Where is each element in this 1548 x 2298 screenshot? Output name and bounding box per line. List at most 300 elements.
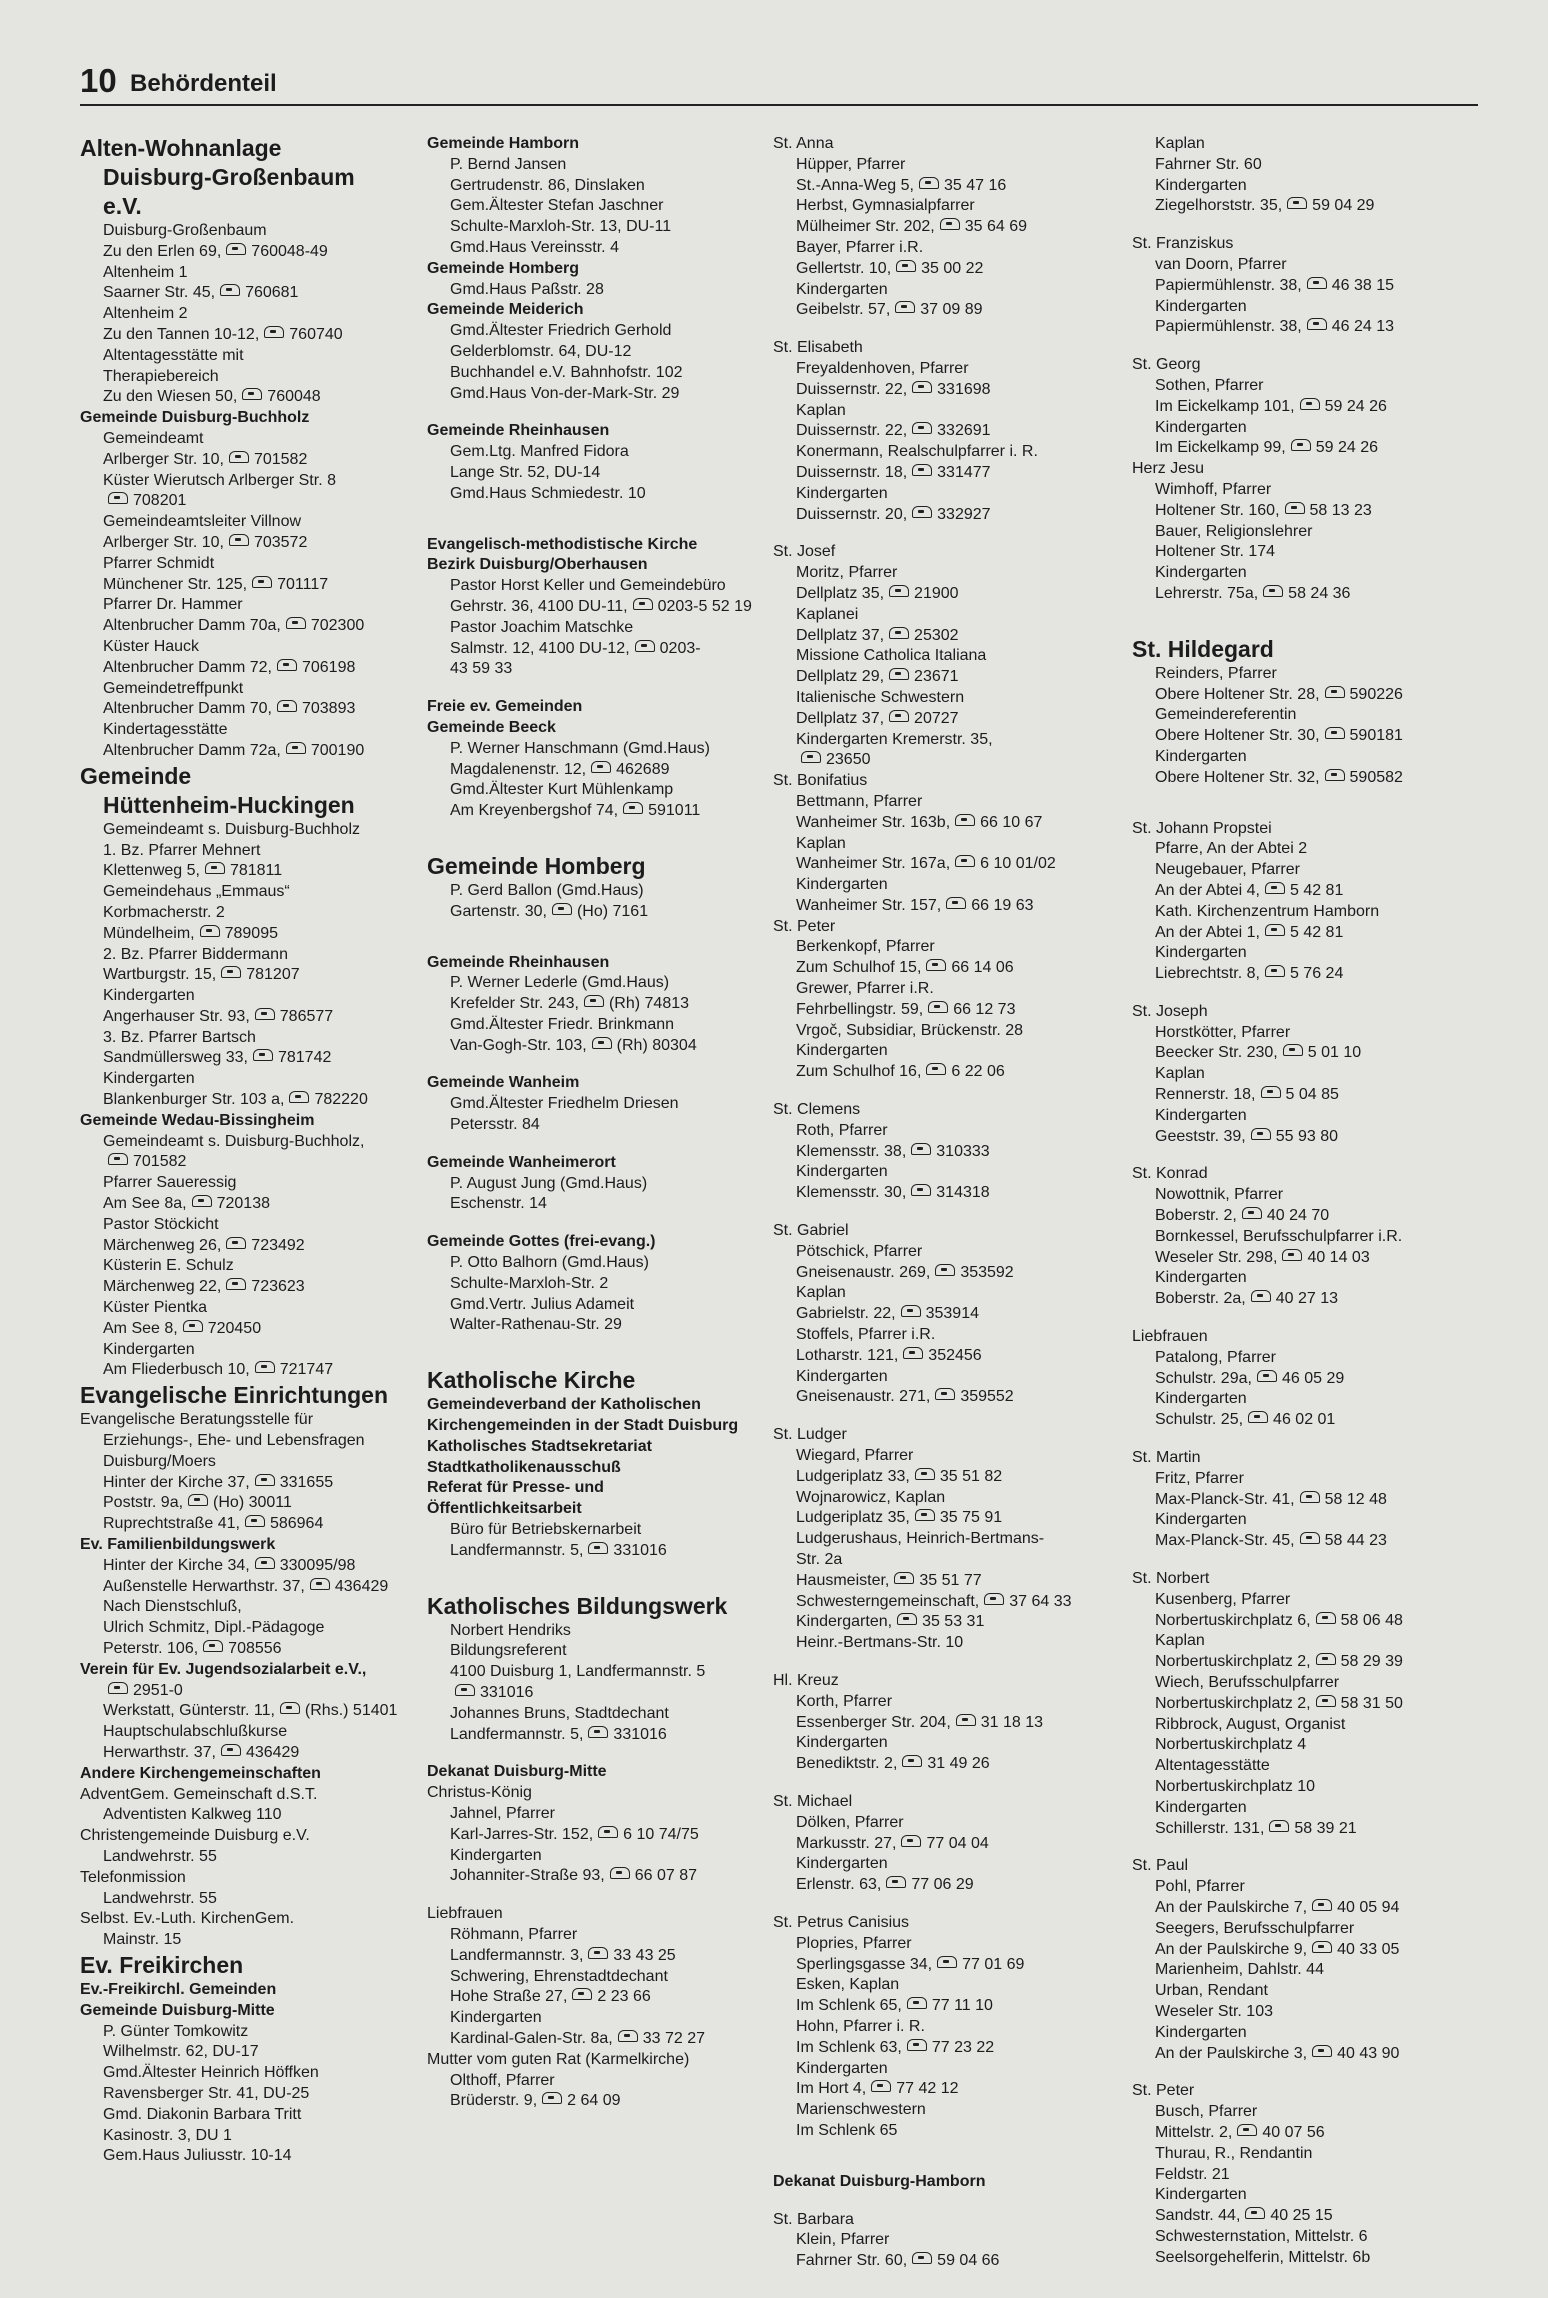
entry-text: Krefelder Str. 243, <box>450 995 579 1013</box>
entry-text: Obere Holtener Str. 32, <box>1155 768 1320 786</box>
phone-number: 359552 <box>960 1388 1014 1406</box>
entry-line <box>773 1467 1118 1488</box>
telephone-icon <box>229 534 249 546</box>
entry-line <box>80 491 420 512</box>
entry-text: St. Martin <box>1132 1449 1201 1467</box>
phone-number: 331016 <box>613 1725 667 1743</box>
subsection-heading <box>427 697 769 718</box>
entry-text: Gemeinde Duisburg-Buchholz <box>80 409 310 427</box>
entry-line <box>427 902 769 923</box>
phone-number: 590582 <box>1349 768 1403 786</box>
entry-text: St. Johann Propstei <box>1132 819 1272 837</box>
entry-line <box>427 1987 769 2008</box>
entry-line <box>80 1452 420 1473</box>
entry-line <box>1132 768 1472 789</box>
entry-line <box>773 1021 1118 1042</box>
entry-text: Fehrbellingstr. 59, <box>796 1000 924 1018</box>
entry-text: Lehrerstr. 75a, <box>1155 584 1259 602</box>
entry-text: Norbertuskirchplatz 6, <box>1155 1611 1311 1629</box>
entry-line <box>773 1346 1118 1367</box>
telephone-icon <box>242 388 262 400</box>
entry-text: Gabrielstr. 22, <box>796 1305 896 1323</box>
telephone-icon <box>255 1008 275 1020</box>
entry-line <box>1132 1490 1472 1511</box>
entry-line <box>80 2105 420 2126</box>
phone-number: 31 18 13 <box>980 1713 1044 1731</box>
entry-line <box>773 1592 1118 1613</box>
entry-text: Heinr.-Bertmans-Str. 10 <box>796 1634 964 1652</box>
phone-number: 331016 <box>480 1684 534 1702</box>
phone-number: 330095/98 <box>279 1556 356 1574</box>
phone-number: 35 00 22 <box>921 259 984 277</box>
telephone-icon <box>591 761 611 773</box>
entry-line <box>773 2230 1118 2251</box>
entry-line <box>1132 397 1472 418</box>
entry-text: Pötschick, Pfarrer <box>796 1242 923 1260</box>
entry-text: Plopries, Pfarrer <box>796 1934 912 1952</box>
entry-line <box>1132 2023 1472 2044</box>
entry-text: Im Schlenk 63, <box>796 2038 902 2056</box>
phone-number: 31 49 26 <box>927 1755 990 1773</box>
entry-text: Gemeinde Duisburg-Mitte <box>80 2001 275 2019</box>
entry-text: Mittelstr. 2, <box>1155 2123 1233 2141</box>
entry-text: Fritz, Pfarrer <box>1155 1469 1244 1487</box>
phone-number: 314318 <box>936 1184 990 1202</box>
entry-line <box>427 484 769 505</box>
entry-text: Altenbrucher Damm 72, <box>103 658 272 676</box>
entry-text: Evangelisch-methodistische Kirche <box>427 535 698 553</box>
phone-number: 332691 <box>937 422 991 440</box>
entry-text: Altenbrucher Damm 70a, <box>103 617 281 635</box>
entry-text: Kindergarten <box>1155 176 1247 194</box>
subsection-heading <box>80 2001 420 2022</box>
entry-text: Pastor Stöckicht <box>103 1215 219 1233</box>
telephone-icon <box>226 1278 246 1290</box>
telephone-icon <box>588 1947 608 1959</box>
subsection-heading <box>427 1437 769 1458</box>
entry-text: Weseler Str. 103 <box>1155 2002 1273 2020</box>
entry-text: Bayer, Pfarrer i.R. <box>796 238 924 256</box>
entry-line <box>1132 1611 1472 1632</box>
entry-text: Zu den Tannen 10-12, <box>103 325 260 343</box>
telephone-icon <box>955 855 975 867</box>
entry-line <box>1132 1510 1472 1531</box>
entry-text: P. Gerd Ballon (Gmd.Haus) <box>450 881 644 899</box>
entry-text: Gem.Ltg. Manfred Fidora <box>450 443 629 461</box>
entry-line <box>1132 1127 1472 1148</box>
entry-text: Gemeinde Rheinhausen <box>427 422 610 440</box>
telephone-icon <box>455 1684 475 1696</box>
entry-text: Dellplatz 29, <box>796 668 885 686</box>
entry-text: Andere Kirchengemeinschaften <box>80 1764 321 1782</box>
entry-text: Landfermannstr. 5, <box>450 1725 584 1743</box>
entry-line <box>1132 1919 1472 1940</box>
entry-text: St. Georg <box>1132 356 1201 374</box>
entry-line <box>1132 542 1472 563</box>
entry-text: Eschenstr. 14 <box>450 1195 547 1213</box>
entry-line <box>1132 563 1472 584</box>
entry-line <box>80 2084 420 2105</box>
subsection-heading <box>427 555 769 576</box>
entry-line <box>427 576 769 597</box>
phone-number: 58 44 23 <box>1324 1532 1387 1550</box>
entry-line <box>773 259 1118 280</box>
entry-text: Dellplatz 37, <box>796 626 885 644</box>
entry-text: An der Paulskirche 9, <box>1155 1940 1308 1958</box>
telephone-icon <box>1312 2045 1332 2057</box>
entry-text: Kindertagesstätte <box>103 721 228 739</box>
telephone-icon <box>1237 2124 1257 2136</box>
entry-line <box>427 1174 769 1195</box>
entry-line <box>773 2251 1118 2272</box>
entry-text: Wanheimer Str. 163b, <box>796 813 951 831</box>
entry-text: Ludgeriplatz 33, <box>796 1467 910 1485</box>
phone-number: 37 09 89 <box>920 301 983 319</box>
entry-line <box>1132 2248 1472 2269</box>
entry-line <box>1132 255 1472 276</box>
subsection-heading <box>427 1478 769 1499</box>
entry-line <box>773 1100 1118 1121</box>
entry-line <box>1132 1206 1472 1227</box>
entry-text: Kindergarten <box>796 1163 888 1181</box>
entry-text: Fahrner Str. 60 <box>1155 155 1262 173</box>
telephone-icon <box>926 1063 946 1075</box>
entry-line <box>773 1875 1118 1896</box>
telephone-icon <box>1312 1941 1332 1953</box>
entry-line <box>773 2079 1118 2100</box>
entry-text: Angerhauser Str. 93, <box>103 1007 250 1025</box>
entry-line <box>80 1556 420 1577</box>
phone-number: 2 64 09 <box>567 2092 621 2110</box>
entry-text: Kath. Kirchenzentrum Hamborn <box>1155 902 1380 920</box>
entry-line <box>773 646 1118 667</box>
entry-line <box>1132 1569 1472 1590</box>
entry-line <box>80 1069 420 1090</box>
entry-line <box>427 597 769 618</box>
entry-text: Katholisches Stadtsekretariat <box>427 1437 652 1455</box>
phone-number: 40 05 94 <box>1337 1898 1400 1916</box>
telephone-icon <box>226 1237 246 1249</box>
entry-text: Kindergarten <box>796 1367 888 1385</box>
entry-line <box>773 1975 1118 1996</box>
entry-line <box>80 1514 420 1535</box>
entry-line <box>427 321 769 342</box>
entry-line <box>1132 1652 1472 1673</box>
entry-text: Gmd.Haus Schmiedestr. 10 <box>450 484 646 502</box>
phone-number: 5 42 81 <box>1289 881 1344 899</box>
entry-text: Küster Pientka <box>103 1299 208 1317</box>
phone-number: 46 02 01 <box>1273 1411 1336 1429</box>
entry-line <box>80 1298 420 1319</box>
entry-text: Kaplan <box>1155 135 1205 152</box>
phone-number: 40 25 15 <box>1270 2207 1333 2225</box>
entry-line <box>427 973 769 994</box>
entry-line <box>80 595 420 616</box>
telephone-icon <box>108 1682 128 1694</box>
entry-text: Vrgoč, Subsidiar, Brückenstr. 28 <box>796 1021 1024 1039</box>
entry-line <box>1132 923 1472 944</box>
entry-text: Seegers, Berufsschulpfarrer <box>1155 1919 1355 1937</box>
entry-line <box>773 896 1118 917</box>
entry-line <box>427 1925 769 1946</box>
entry-text: Kindergarten <box>1155 1798 1247 1816</box>
entry-text: Johannes Bruns, Stadtdechant <box>450 1704 669 1722</box>
entry-text: Norbertuskirchplatz 2, <box>1155 1694 1311 1712</box>
subsection-heading <box>80 1111 420 1132</box>
entry-line <box>773 401 1118 422</box>
entry-line <box>427 1295 769 1316</box>
entry-line <box>427 2050 769 2071</box>
entry-text: St. Bonifatius <box>773 772 868 790</box>
entry-text: Hl. Kreuz <box>773 1671 839 1689</box>
phone-number: 353914 <box>925 1305 979 1323</box>
phone-number: 66 10 67 <box>980 813 1043 831</box>
entry-text: Gemeindeverband der Katholischen <box>427 1396 701 1414</box>
entry-text: Korth, Pfarrer <box>796 1692 893 1710</box>
entry-line <box>773 1550 1118 1571</box>
entry-text: Seelsorgehelferin, Mittelstr. 6b <box>1155 2248 1371 2266</box>
entry-line <box>80 450 420 471</box>
entry-line <box>773 605 1118 626</box>
entry-line <box>80 1701 420 1722</box>
entry-line <box>80 820 420 841</box>
entry-line <box>80 242 420 263</box>
telephone-icon <box>245 1515 265 1527</box>
entry-line <box>1132 1348 1472 1369</box>
phone-number: 55 93 80 <box>1275 1127 1338 1145</box>
entry-text: Obere Holtener Str. 30, <box>1155 727 1320 745</box>
entry-line <box>773 979 1118 1000</box>
entry-line <box>80 1826 420 1847</box>
telephone-icon <box>255 1474 275 1486</box>
phone-number: 2 23 66 <box>597 1988 651 2006</box>
entry-text: P. Werner Hanschmann (Gmd.Haus) <box>450 739 710 757</box>
entry-text: Röhmann, Pfarrer <box>450 1925 578 1943</box>
entry-line <box>1132 860 1472 881</box>
entry-text: Küster Hauck <box>103 637 200 655</box>
telephone-icon <box>192 1195 212 1207</box>
entry-line <box>773 1834 1118 1855</box>
entry-text: Karl-Jarres-Str. 152, <box>450 1825 594 1843</box>
subsection-heading <box>427 134 769 155</box>
subsection-heading <box>427 718 769 739</box>
entry-text: Gellertstr. 10, <box>796 259 892 277</box>
entry-text: Reinders, Pfarrer <box>1155 664 1277 682</box>
phone-number: 331477 <box>937 463 991 481</box>
entry-text: Lotharstr. 121, <box>796 1346 899 1364</box>
telephone-icon <box>912 381 932 393</box>
entry-line <box>773 217 1118 238</box>
phone-number: 331655 <box>279 1473 334 1491</box>
telephone-icon <box>1325 769 1345 781</box>
entry-text: Kindergarten <box>1155 418 1247 436</box>
entry-line <box>773 1183 1118 1204</box>
phone-number: 33 72 27 <box>642 2029 706 2047</box>
telephone-icon <box>108 492 128 504</box>
entry-text: Mülheimer Str. 202, <box>796 218 935 236</box>
entry-line <box>427 363 769 384</box>
phone-number: 40 27 13 <box>1275 1290 1338 1308</box>
telephone-icon <box>1285 502 1305 514</box>
entry-text: Duisburg/Moers <box>103 1452 216 1470</box>
entry-line <box>1132 1798 1472 1819</box>
telephone-icon <box>903 1347 923 1359</box>
entry-text: Gehrstr. 36, 4100 DU-11, <box>450 597 628 615</box>
entry-line <box>773 1325 1118 1346</box>
entry-line <box>1132 2102 1472 2123</box>
entry-text: Mainstr. 15 <box>103 1931 182 1949</box>
telephone-icon <box>1300 1491 1320 1503</box>
telephone-icon <box>598 1826 618 1838</box>
phone-number: 760048 <box>267 388 321 406</box>
entry-text: Ulrich Schmitz, Dipl.-Pädagoge <box>103 1619 325 1637</box>
entry-text: Missione Catholica Italiana <box>796 647 987 665</box>
entry-text: Duisburg-Großenbaum <box>103 164 355 190</box>
entry-text: Duissernstr. 20, <box>796 505 908 523</box>
entry-text: Wojnarowicz, Kaplan <box>796 1488 946 1506</box>
entry-text: Landwehrstr. 55 <box>103 1847 217 1865</box>
entry-text: Altentagesstätte mit <box>103 346 244 364</box>
entry-line <box>1132 2165 1472 2186</box>
entry-text: Italienische Schwestern <box>796 688 965 706</box>
entry-line <box>427 881 769 902</box>
entry-line <box>773 155 1118 176</box>
entry-text: Gemeindeamt s. Duisburg-Buchholz <box>103 820 361 838</box>
entry-line <box>1132 685 1472 706</box>
telephone-icon <box>264 326 284 338</box>
entry-line <box>427 384 769 405</box>
entry-line <box>773 338 1118 359</box>
entry-text: St. Michael <box>773 1792 853 1810</box>
phone-number: 35 51 82 <box>939 1467 1003 1485</box>
entry-line <box>80 512 420 533</box>
entry-line <box>80 1909 420 1930</box>
subsection-heading <box>80 408 420 429</box>
telephone-icon <box>911 1143 931 1155</box>
phone-number: 352456 <box>928 1346 982 1364</box>
telephone-icon <box>1291 439 1311 451</box>
entry-line <box>80 658 420 679</box>
entry-text: Selbst. Ev.-Luth. KirchenGem. <box>80 1910 295 1928</box>
entry-text: Zum Schulhof 16, <box>796 1063 922 1081</box>
section-heading <box>80 762 420 791</box>
entry-text: Grewer, Pfarrer i.R. <box>796 980 934 998</box>
telephone-icon <box>572 1988 592 2000</box>
entry-text: Evangelische Beratungsstelle für <box>80 1411 314 1429</box>
phone-number: (Ho) 30011 <box>213 1494 292 1512</box>
entry-line <box>773 1425 1118 1446</box>
telephone-icon <box>1307 277 1327 289</box>
entry-line <box>773 917 1118 938</box>
entry-text: St. Hildegard <box>1132 635 1274 662</box>
entry-line <box>773 750 1118 771</box>
phone-number: (Ho) 7161 <box>576 902 649 920</box>
telephone-icon <box>1316 1612 1336 1624</box>
entry-text: Johanniter-Straße 93, <box>450 1867 605 1885</box>
subsection-heading <box>427 421 769 442</box>
entry-line <box>1132 2044 1472 2065</box>
phone-number: 6 10 74/75 <box>623 1825 699 1843</box>
entry-line <box>1132 1819 1472 1840</box>
telephone-icon <box>935 1388 955 1400</box>
entry-line <box>1132 964 1472 985</box>
entry-text: Ribbrock, August, Organist <box>1155 1715 1346 1733</box>
entry-text: Schulstr. 25, <box>1155 1411 1244 1429</box>
telephone-icon <box>897 1613 917 1625</box>
entry-text: Kirchengemeinden in der Stadt Duisburg <box>427 1417 739 1435</box>
phone-number: 77 01 69 <box>962 1955 1025 1973</box>
subsection-heading <box>427 1153 769 1174</box>
telephone-icon <box>1242 1207 1262 1219</box>
entry-line <box>80 1132 420 1153</box>
entry-line <box>1132 943 1472 964</box>
entry-line <box>427 1804 769 1825</box>
entry-line <box>773 584 1118 605</box>
entry-text: Olthoff, Pfarrer <box>450 2071 555 2089</box>
entry-text: Duissernstr. 22, <box>796 422 908 440</box>
entry-line <box>1132 134 1472 155</box>
entry-line <box>80 1194 420 1215</box>
entry-text: Kaplanei <box>796 605 859 623</box>
entry-line <box>427 780 769 801</box>
entry-line <box>773 854 1118 875</box>
phone-number: 21900 <box>914 584 959 602</box>
entry-text: 43 59 33 <box>450 660 513 678</box>
entry-text: Pfarrer Schmidt <box>103 554 215 572</box>
entry-text: St. Norbert <box>1132 1570 1210 1588</box>
entry-text: Dekanat Duisburg-Hamborn <box>773 2172 986 2190</box>
entry-text: Gemeinde Homberg <box>427 259 580 277</box>
entry-line <box>427 238 769 259</box>
telephone-icon <box>907 2039 927 2051</box>
entry-line <box>427 1704 769 1725</box>
phone-number: 23671 <box>914 668 959 686</box>
phone-number: 35 51 77 <box>919 1571 982 1589</box>
phone-number: 46 05 29 <box>1281 1369 1345 1387</box>
entry-line <box>1132 155 1472 176</box>
entry-line <box>773 563 1118 584</box>
phone-number: 703572 <box>253 533 308 551</box>
subsection-heading <box>427 1232 769 1253</box>
entry-line <box>773 1934 1118 1955</box>
entry-text: Büro für Betriebskernarbeit <box>450 1521 642 1539</box>
column-3 <box>773 134 1118 2272</box>
entry-line <box>773 1813 1118 1834</box>
entry-line <box>80 1007 420 1028</box>
entry-text: Dellplatz 37, <box>796 709 885 727</box>
column-2 <box>427 134 769 2112</box>
entry-line <box>1132 1389 1472 1410</box>
entry-line <box>773 463 1118 484</box>
entry-line <box>427 1015 769 1036</box>
entry-text: Freie ev. Gemeinden <box>427 698 583 716</box>
entry-line <box>773 2017 1118 2038</box>
entry-line <box>773 1754 1118 1775</box>
entry-text: St. Clemens <box>773 1101 861 1119</box>
phone-number: 5 01 10 <box>1307 1044 1362 1062</box>
entry-text: Gmd.Haus Vereinsstr. 4 <box>450 238 619 256</box>
entry-line <box>773 1304 1118 1325</box>
entry-text: Patalong, Pfarrer <box>1155 1348 1276 1366</box>
subsection-heading <box>427 1458 769 1479</box>
entry-line <box>773 1041 1118 1062</box>
entry-text: Thurau, R., Rendantin <box>1155 2144 1313 2162</box>
entry-text: Kindergarten <box>1155 1511 1247 1529</box>
telephone-icon <box>937 1956 957 1968</box>
entry-text: Kindergarten <box>1155 1390 1247 1408</box>
entry-text: Schwesternstation, Mittelstr. 6 <box>1155 2227 1368 2245</box>
entry-line <box>1132 2144 1472 2165</box>
